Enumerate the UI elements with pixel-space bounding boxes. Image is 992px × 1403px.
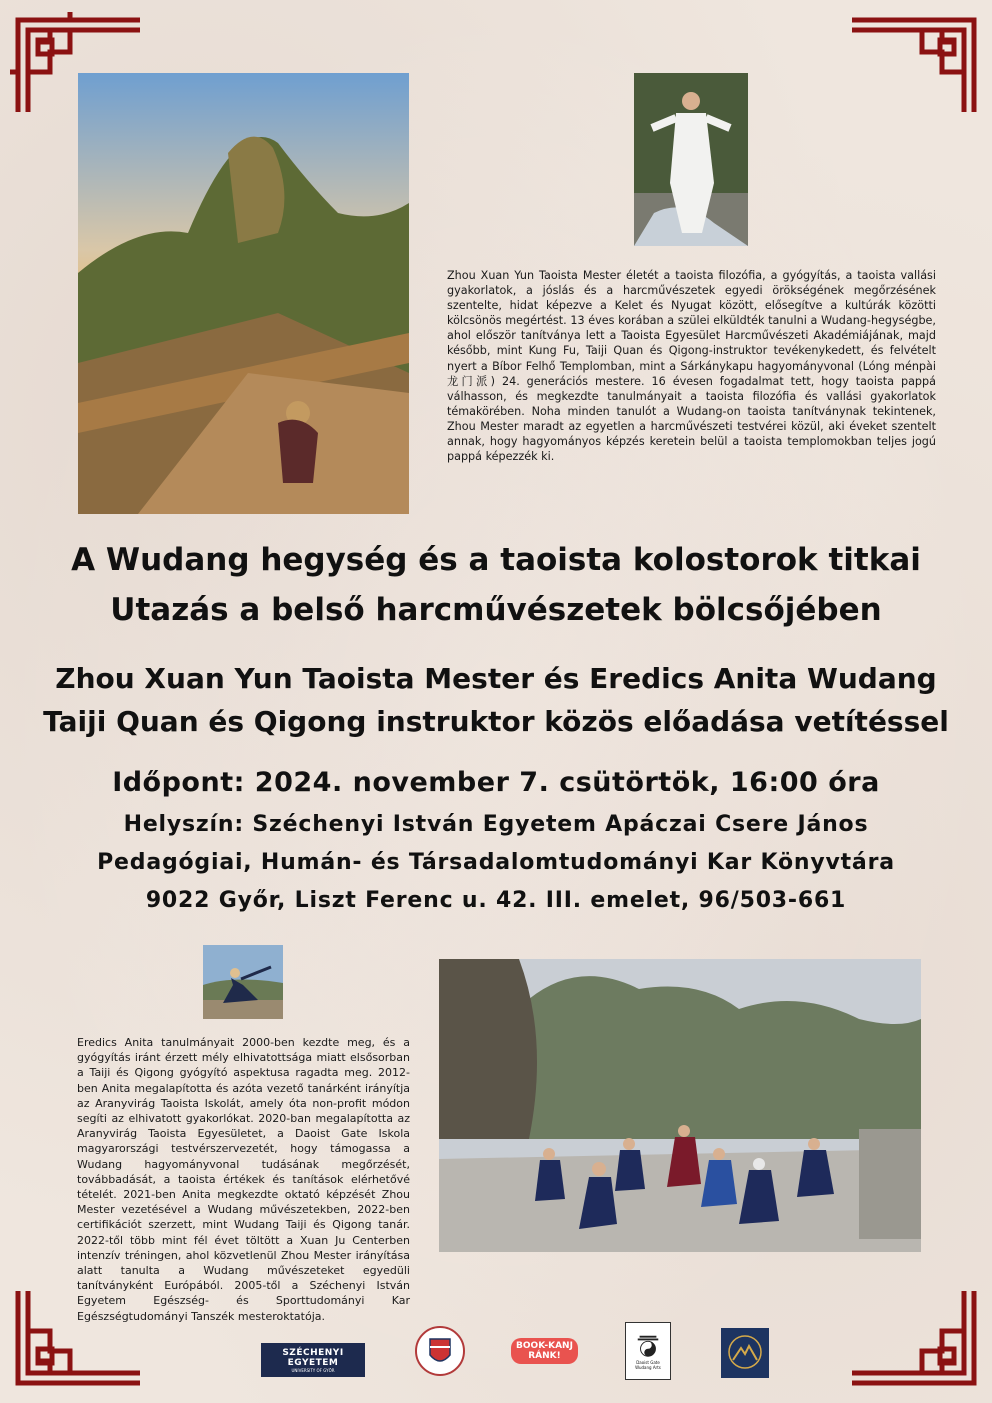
zhou-xuan-yun-photo — [634, 73, 748, 246]
szechenyi-egyetem-logo — [261, 1343, 365, 1377]
aranyvirag-logo — [721, 1328, 769, 1378]
master-biography: Zhou Xuan Yun Taoista Mester életét a taoista filozófia, a gyógyítás, a taoista vallási gyakorlatok, a jóslás és a harcművészetek egyedi örökségének megőrzésének szentelte, hidat képezve a Kelet és Nyugat között, elősegítve a kultúrák közötti kölcsönös megértést. 13 éves korában a szülei elküldték tanulni a Wudang-hegységbe, ahol először tanítványa lett a Taoista Egyesület Harcművészeti Akadémiájának, majd később, mint Kung Fu, Taiji Quan és Qigong-instruktor tevékenykedett, és felvételt nyert a Bíbor Felhő Templomban, mint a Sárkánykapu hagyományvonal (Lóng ménpài 龙门派) 24. generációs mestere. 16 évesen fogadalmat tett, hogy taoista pappá válhasson, és megkezdte tanulmányait a taoista filozófia és vallási gyakorlatok témakörében. Noha minden tanulót a Wudang-on taoista tanítványnak tekintenek, Zhou Mester maradt az egyetlen a harcművészeti testvérei közül, aki éveket szentelt annak, hogy hagyományos képzés keretein belül a taoista templomokban teljes jogú pappá képezzék ki. — [447, 269, 936, 464]
event-time: Időpont: 2024. november 7. csütörtök, 16:00 óra — [112, 767, 880, 798]
eredics-anita-photo — [203, 945, 283, 1019]
anita-biography: Eredics Anita tanulmányait 2000-ben kezdte meg, és a gyógyítás iránt érzett mély elhivatottsága miatt elsősorban a Taiji és Qigong gyógyító aspektusa ragadta meg. 2012-ben Anita megalapította és azóta vezető tanárként irányítja az Aranyvirág Taoista Iskolát, amely óta non-profit módon segíti az elhivatott gyakorlókat. 2020-ban megalapította az Aranyvirág Taoista Egyesületet, a Daoist Gate Iskola magyarországi testvérszervezetét, hogy támogassa a Wudang hagyományvonal tudásának megőrzését, továbbadását, a taoista értékek és tanítások elérhetővé tételét. 2021-ben Anita megkezdte oktató képzését Zhou Mester vezetésével a Wudang művészetekben, 2022-ben certifikációt szerzett, mint Wudang Taiji és Qigong tanár. 2022-től több mint fél évet töltött a Xuan Ju Centerben intenzív tréningen, ahol közvetlenül Zhou Mester irányítása alatt tanulta a Wudang művészeteket egyedüli tanítványként Európából. 2005-től a Széchenyi István Egyetem Egészség- és Sporttudományi Kar Egészségtudományi Tanszék mesteroktatója. — [77, 1036, 410, 1323]
logo-text: SZÉCHENYI — [282, 1347, 344, 1358]
logo-text: UNIVERSITY OF GYŐR — [291, 1367, 335, 1373]
event-subtitle: Zhou Xuan Yun Taoista Mester és Eredics Anita Wudang — [55, 662, 937, 695]
event-address: 9022 Győr, Liszt Ferenc u. 42. III. emelet, 96/503-661 — [145, 888, 847, 913]
corner-ornament-bottom-right — [842, 1281, 982, 1391]
event-venue-line-2: Pedagógiai, Humán- és Társadalomtudományi Kar Könyvtára — [97, 850, 895, 875]
logo-text: RÁNK! — [528, 1351, 561, 1361]
book-kanj-logo — [511, 1325, 578, 1377]
logo-text: EGYETEM — [287, 1357, 339, 1368]
logo-text: Daoist Gate — [636, 1360, 660, 1365]
logo-text: BOOK-KANJ — [516, 1341, 573, 1351]
event-venue: Helyszín: Széchenyi István Egyetem Apáczai Csere János — [123, 812, 869, 837]
daoist-gate-logo — [625, 1322, 671, 1380]
corner-ornament-top-right — [842, 12, 982, 122]
yin-yang-icon — [634, 1332, 662, 1360]
taiji-group-practice-photo — [439, 959, 921, 1252]
faculty-crest-logo — [414, 1325, 466, 1377]
event-subtitle-line-2: Taiji Quan és Qigong instruktor közös előadása vetítéssel — [43, 705, 949, 738]
event-title: A Wudang hegység és a taoista kolostorok titkai — [71, 542, 921, 578]
wudang-mountain-photo — [78, 73, 409, 514]
event-title-line-2: Utazás a belső harcművészetek bölcsőjében — [110, 592, 882, 628]
logo-text: Wudang Arts — [635, 1365, 661, 1370]
